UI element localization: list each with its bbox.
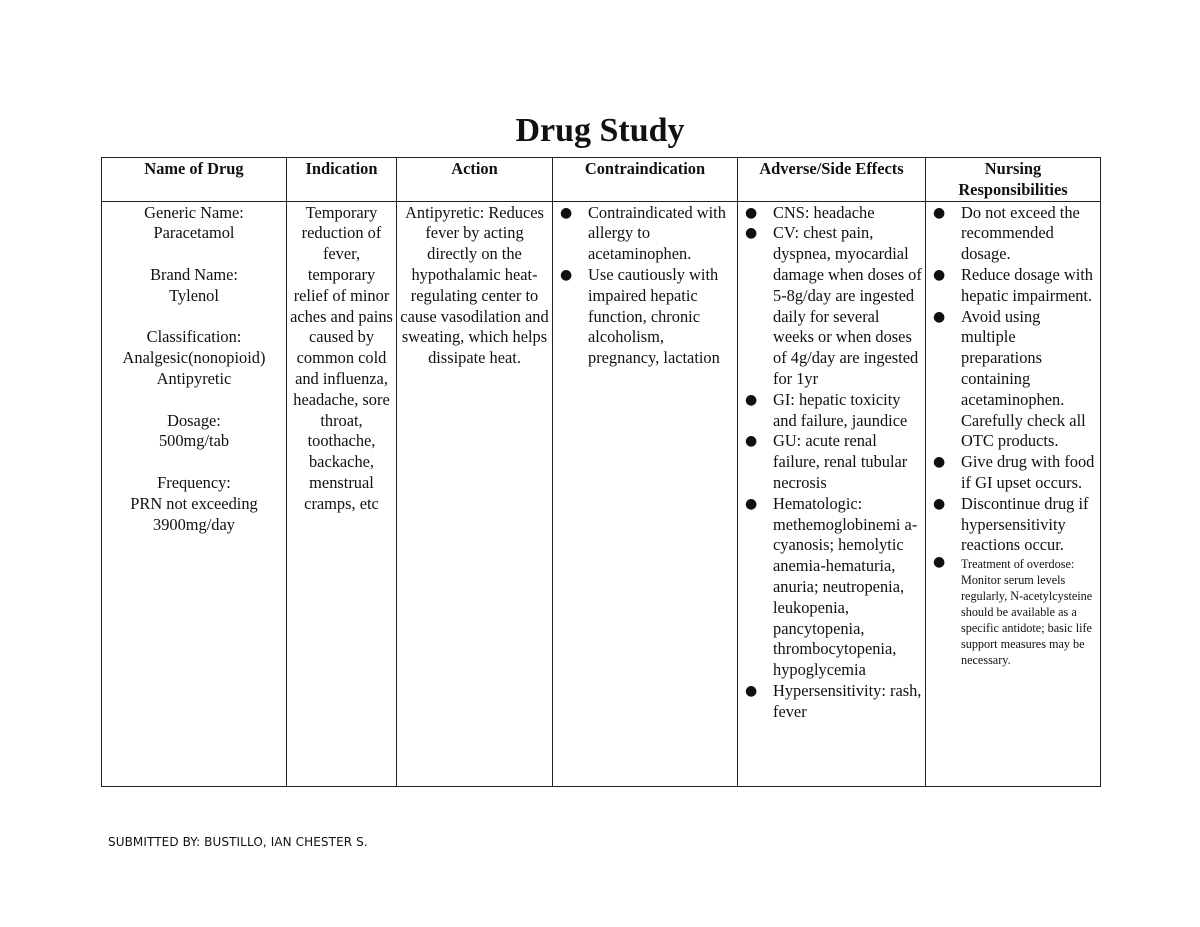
adverse-effects-list [740,203,923,723]
indication-cell: Temporary reduction of fever, temporary relief of minor aches and pains caused by common cold and influenza, headache, sore throat, toothache, backache, menstrual cramps, etc [287,201,397,786]
drug-study-table [101,157,1101,787]
classification-label: Classification: [146,327,242,347]
header-adverse-effects: Adverse/Side Effects [738,158,926,202]
bullet-icon: ● [560,204,573,221]
header-indication: Indication [287,158,397,202]
bullet-icon: ● [745,204,758,221]
frequency-value-2: 3900mg/day [153,514,235,534]
nursing-cell [926,201,1101,786]
list-item-text: Avoid using multiple preparations containing acetaminophen. Carefully check all OTC products. [961,306,1086,451]
generic-name-label: Generic Name: [144,202,244,222]
list-item [740,431,923,493]
bullet-icon: ● [933,495,946,512]
submitted-by-footer: SUBMITTED BY: BUSTILLO, IAN CHESTER S. [108,835,368,849]
list-item [740,681,923,723]
list-item [928,307,1098,453]
bullet-icon: ● [745,433,758,450]
name-of-drug-cell [102,201,287,786]
drug-row [102,201,1101,786]
list-item-text: GU: acute renal failure, renal tubular necrosis [773,431,908,492]
bullet-icon: ● [933,308,946,325]
brand-name-value: Tylenol [169,285,219,305]
list-item [928,494,1098,556]
list-item [928,556,1098,668]
bullet-icon: ● [745,682,758,699]
bullet-icon: ● [745,225,758,242]
bullet-icon: ● [933,454,946,471]
frequency-value-1: PRN not exceeding [130,493,258,513]
list-item [928,203,1098,265]
action-cell: Antipyretic: Reduces fever by acting directly on the hypothalamic heat-regulating center to cause vasodilation and sweating, which helps dissipate heat. [397,201,553,786]
list-item-text: Hypersensitivity: rash, fever [773,680,922,721]
list-item-text: Do not exceed the recommended dosage. [961,202,1080,264]
list-item-text: CNS: headache [773,202,875,222]
list-item [740,223,923,389]
header-nursing-line2: Responsibilities [958,179,1068,199]
list-item [740,203,923,224]
generic-name-value: Paracetamol [153,223,235,243]
list-item-text: Hematologic: methemoglobinemi a- cyanosis; hemolytic anemia-hematuria, anuria; neutropenia, leukopenia, pancytopenia, thrombocytopenia, hypoglycemia [773,493,918,680]
list-item-text: CV: chest pain, dyspnea, myocardial damage when doses of 5-8g/day are ingested daily for several weeks or when doses of 4g/day are ingested for 1yr [773,223,922,388]
dosage-label: Dosage: [167,410,221,430]
bullet-icon: ● [933,204,946,221]
list-item [740,390,923,432]
header-action: Action [397,158,553,202]
list-item [740,494,923,681]
brand-name-label: Brand Name: [150,264,238,284]
list-item [555,203,735,265]
bullet-icon: ● [745,495,758,512]
header-nursing-responsibilities [926,158,1101,202]
list-item [928,265,1098,307]
list-item-text: Contraindicated with allergy to acetaminophen. [588,202,726,264]
list-item [555,265,735,369]
dosage-value: 500mg/tab [158,431,230,451]
classification-value-2: Antipyretic [156,368,232,388]
contraindication-list [555,203,735,369]
header-contraindication: Contraindication [553,158,738,202]
nursing-overdose-list [928,556,1098,668]
classification-value-1: Analgesic(nonopioid) [122,348,266,368]
adverse-effects-cell [738,201,926,786]
bullet-icon: ● [933,266,946,283]
header-nursing-line1: Nursing [984,159,1042,178]
contraindication-cell [553,201,738,786]
list-item-text: Reduce dosage with hepatic impairment. [961,264,1093,305]
header-row [102,158,1101,202]
list-item-text: Discontinue drug if hypersensitivity reactions occur. [961,493,1089,555]
list-item-text: Give drug with food if GI upset occurs. [961,452,1095,492]
list-item-text: Use cautiously with impaired hepatic function, chronic alcoholism, pregnancy, lactation [588,264,720,368]
nursing-list [928,203,1098,557]
bullet-icon: ● [560,266,573,283]
list-item-text: GI: hepatic toxicity and failure, jaundice [773,389,908,430]
overdose-note: Treatment of overdose: Monitor serum levels regularly, N-acetylcysteine should be available as a specific antidote; basic life support measures may be necessary. [961,557,1093,668]
page-title: Drug Study [515,112,685,149]
header-name-of-drug: Name of Drug [102,158,287,202]
list-item [928,452,1098,494]
bullet-icon: ● [933,554,946,571]
bullet-icon: ● [745,391,758,408]
frequency-label: Frequency: [157,472,231,492]
